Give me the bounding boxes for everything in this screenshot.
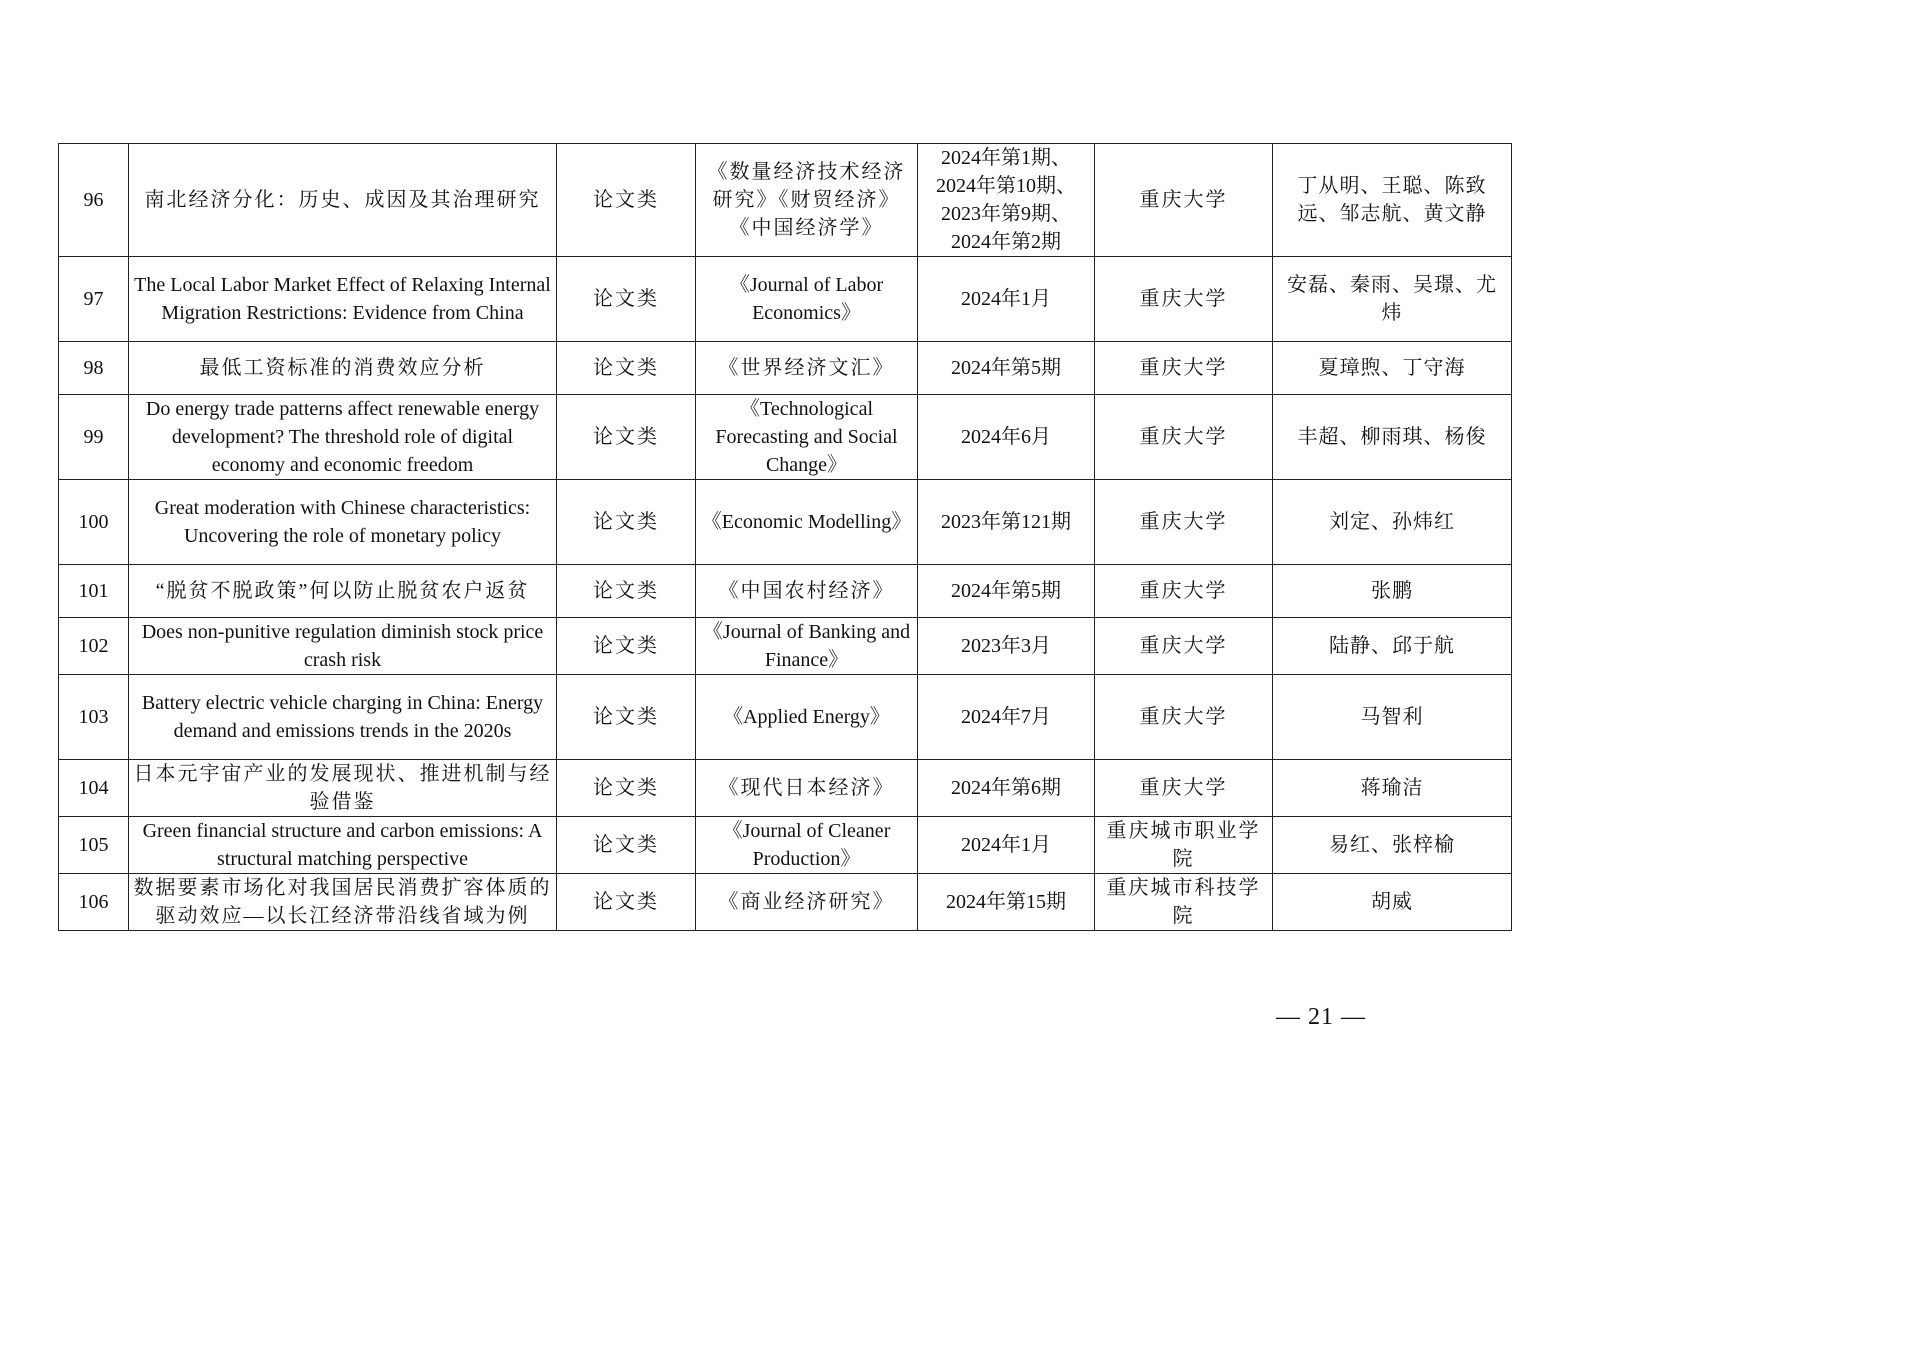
category: 论文类 — [557, 257, 696, 342]
paper-title: 日本元宇宙产业的发展现状、推进机制与经验借鉴 — [129, 760, 557, 817]
category: 论文类 — [557, 342, 696, 395]
authors: 易红、张梓榆 — [1273, 817, 1512, 874]
table-row — [59, 565, 1512, 618]
publication-date: 2024年6月 — [918, 395, 1095, 480]
row-number: 105 — [59, 817, 129, 874]
authors: 夏璋煦、丁守海 — [1273, 342, 1512, 395]
row-number: 101 — [59, 565, 129, 618]
paper-title: Green financial structure and carbon emissions: A structural matching perspective — [129, 817, 557, 874]
publication-date: 2024年第1期、2024年第10期、2023年第9期、2024年第2期 — [918, 144, 1095, 257]
row-number: 97 — [59, 257, 129, 342]
journal: 《Journal of Banking and Finance》 — [696, 618, 918, 675]
authors: 丁从明、王聪、陈致远、邹志航、黄文静 — [1273, 144, 1512, 257]
category: 论文类 — [557, 618, 696, 675]
journal: 《Applied Energy》 — [696, 675, 918, 760]
publication-date: 2024年1月 — [918, 817, 1095, 874]
authors: 陆静、邱于航 — [1273, 618, 1512, 675]
journal: 《商业经济研究》 — [696, 874, 918, 931]
unit: 重庆大学 — [1095, 257, 1273, 342]
journal: 《Technological Forecasting and Social Change》 — [696, 395, 918, 480]
unit: 重庆大学 — [1095, 618, 1273, 675]
journal: 《Economic Modelling》 — [696, 480, 918, 565]
category: 论文类 — [557, 144, 696, 257]
authors: 胡威 — [1273, 874, 1512, 931]
paper-title: Do energy trade patterns affect renewable energy development? The threshold role of digital economy and economic freedom — [129, 395, 557, 480]
row-number: 96 — [59, 144, 129, 257]
category: 论文类 — [557, 817, 696, 874]
journal: 《Journal of Cleaner Production》 — [696, 817, 918, 874]
unit: 重庆大学 — [1095, 760, 1273, 817]
paper-title: Battery electric vehicle charging in China: Energy demand and emissions trends in the 2020s — [129, 675, 557, 760]
table-body — [59, 144, 1512, 931]
unit: 重庆大学 — [1095, 565, 1273, 618]
category: 论文类 — [557, 480, 696, 565]
table-row — [59, 874, 1512, 931]
publication-date: 2024年第5期 — [918, 342, 1095, 395]
category: 论文类 — [557, 565, 696, 618]
row-number: 102 — [59, 618, 129, 675]
publication-date: 2024年1月 — [918, 257, 1095, 342]
journal: 《数量经济技术经济研究》《财贸经济》《中国经济学》 — [696, 144, 918, 257]
paper-title: Does non-punitive regulation diminish stock price crash risk — [129, 618, 557, 675]
row-number: 100 — [59, 480, 129, 565]
publication-date: 2024年7月 — [918, 675, 1095, 760]
table-row — [59, 480, 1512, 565]
journal: 《世界经济文汇》 — [696, 342, 918, 395]
table-row — [59, 618, 1512, 675]
journal: 《中国农村经济》 — [696, 565, 918, 618]
publication-date: 2023年第121期 — [918, 480, 1095, 565]
row-number: 103 — [59, 675, 129, 760]
authors: 马智利 — [1273, 675, 1512, 760]
category: 论文类 — [557, 760, 696, 817]
authors: 丰超、柳雨琪、杨俊 — [1273, 395, 1512, 480]
row-number: 99 — [59, 395, 129, 480]
unit: 重庆城市科技学院 — [1095, 874, 1273, 931]
unit: 重庆大学 — [1095, 144, 1273, 257]
unit: 重庆大学 — [1095, 395, 1273, 480]
table-row — [59, 817, 1512, 874]
authors: 安磊、秦雨、吴璟、尤炜 — [1273, 257, 1512, 342]
unit: 重庆大学 — [1095, 675, 1273, 760]
table-row — [59, 257, 1512, 342]
authors: 张鹏 — [1273, 565, 1512, 618]
unit: 重庆大学 — [1095, 480, 1273, 565]
row-number: 98 — [59, 342, 129, 395]
paper-title: 数据要素市场化对我国居民消费扩容体质的驱动效应—以长江经济带沿线省域为例 — [129, 874, 557, 931]
table-row — [59, 342, 1512, 395]
paper-title: Great moderation with Chinese characteristics: Uncovering the role of monetary policy — [129, 480, 557, 565]
paper-title: 最低工资标准的消费效应分析 — [129, 342, 557, 395]
table-row — [59, 144, 1512, 257]
row-number: 106 — [59, 874, 129, 931]
table-row — [59, 760, 1512, 817]
paper-title: The Local Labor Market Effect of Relaxing Internal Migration Restrictions: Evidence from China — [129, 257, 557, 342]
paper-title: “脱贫不脱政策”何以防止脱贫农户返贫 — [129, 565, 557, 618]
publication-date: 2024年第5期 — [918, 565, 1095, 618]
publication-date: 2023年3月 — [918, 618, 1095, 675]
unit: 重庆城市职业学院 — [1095, 817, 1273, 874]
journal: 《现代日本经济》 — [696, 760, 918, 817]
journal: 《Journal of Labor Economics》 — [696, 257, 918, 342]
category: 论文类 — [557, 395, 696, 480]
category: 论文类 — [557, 675, 696, 760]
authors: 蒋瑜洁 — [1273, 760, 1512, 817]
row-number: 104 — [59, 760, 129, 817]
publication-date: 2024年第6期 — [918, 760, 1095, 817]
paper-title: 南北经济分化：历史、成因及其治理研究 — [129, 144, 557, 257]
category: 论文类 — [557, 874, 696, 931]
table-row — [59, 395, 1512, 480]
table-row — [59, 675, 1512, 760]
page-number: — 21 — — [1276, 1004, 1366, 1030]
unit: 重庆大学 — [1095, 342, 1273, 395]
authors: 刘定、孙炜红 — [1273, 480, 1512, 565]
publication-date: 2024年第15期 — [918, 874, 1095, 931]
awards-table — [58, 143, 1512, 931]
